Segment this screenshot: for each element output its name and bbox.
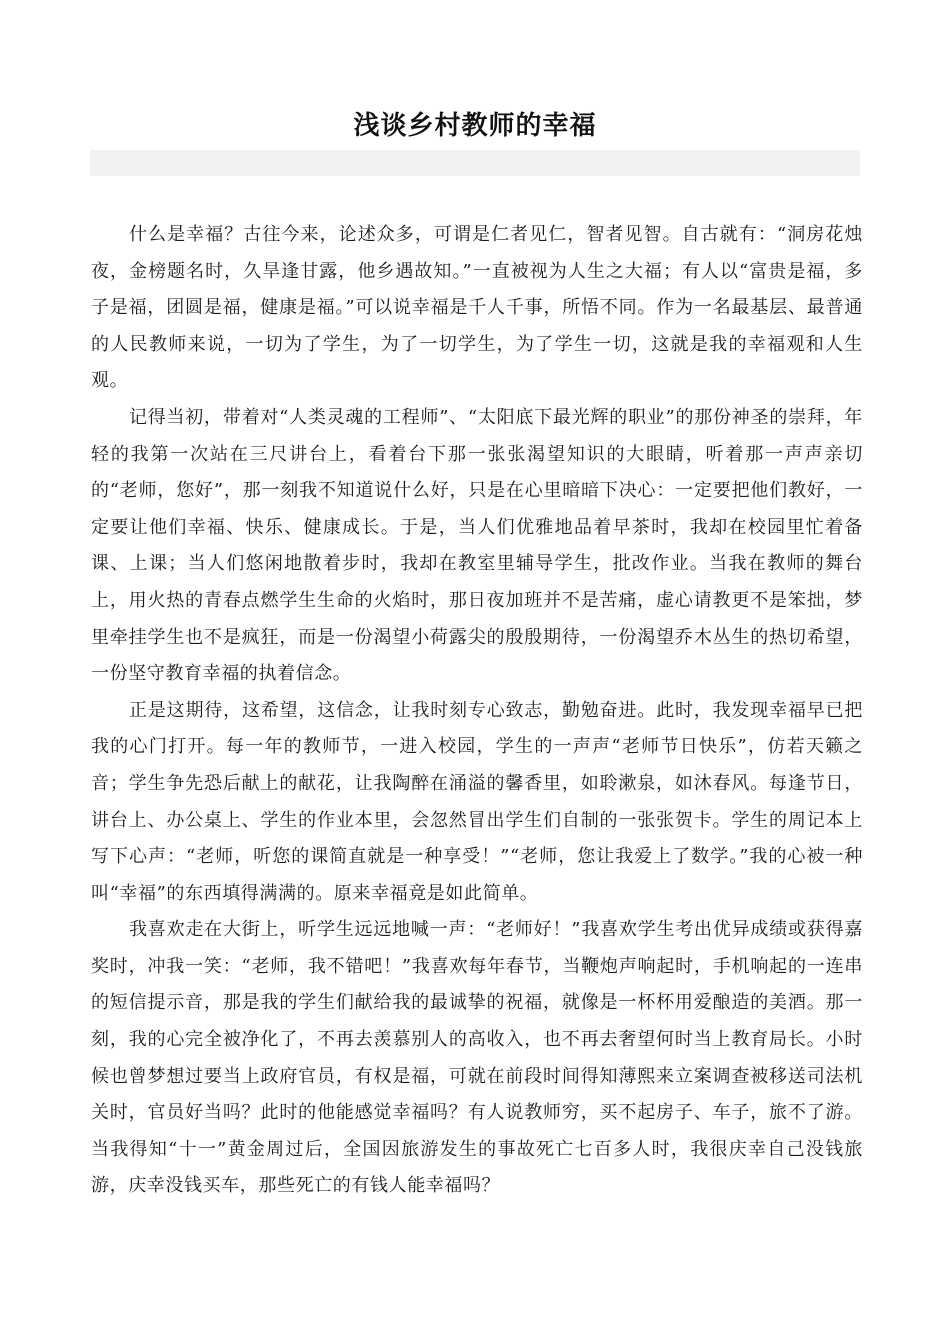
document-body	[91, 217, 863, 1205]
paragraph-2: 记得当初，带着对“人类灵魂的工程师”、“太阳底下最光辉的职业”的那份神圣的崇拜，年轻的我第一次站在三尺讲台上，看着台下那一张张渴望知识的大眼睛，听着那一声声亲切的“老师，您好”，那一刻我不知道说什么好，只是在心里暗暗下决心：一定要把他们教好，一定要让他们幸福、快乐、健康成长。于是，当人们优雅地品着早茶时，我却在校园里忙着备课、上课；当人们悠闲地散着步时，我却在教室里辅导学生，批改作业。当我在教师的舞台上，用火热的青春点燃学生生命的火焰时，那日夜加班并不是苦痛，虚心请教更不是笨拙，梦里牵挂学生也不是疯狂，而是一份渴望小荷露尖的殷殷期待，一份渴望乔木丛生的热切希望，一份坚守教育幸福的执着信念。	[91, 406, 863, 685]
paragraph-1: 什么是幸福？古往今来，论述众多，可谓是仁者见仁，智者见智。自古就有：“洞房花烛夜，金榜题名时，久旱逢甘露，他乡遇故知。”一直被视为人生之大福；有人以“富贵是福，多子是福，团圆是福，健康是福。”可以说幸福是千人千事，所悟不同。作为一名最基层、最普通的人民教师来说，一切为了学生，为了一切学生，为了学生一切，这就是我的幸福观和人生观。	[91, 224, 863, 392]
title-divider-band	[90, 150, 860, 176]
document-title: 浅谈乡村教师的幸福	[353, 111, 597, 141]
paragraph-4: 我喜欢走在大街上，听学生远远地喊一声：“老师好！”我喜欢学生考出优异成绩或获得嘉奖时，冲我一笑：“老师，我不错吧！”我喜欢每年春节，当鞭炮声响起时，手机响起的一连串的短信提示音，那是我的学生们献给我的最诚挚的祝福，就像是一杯杯用爱酿造的美酒。那一刻，我的心完全被净化了，不再去羡慕别人的高收入，也不再去奢望何时当上教育局长。小时候也曾梦想过要当上政府官员，有权是福，可就在前段时间得知薄熙来立案调查被移送司法机关时，官员好当吗？此时的他能感觉幸福吗？有人说教师穷，买不起房子、车子，旅不了游。当我得知“十一”黄金周过后，全国因旅游发生的事故死亡七百多人时，我很庆幸自己没钱旅游，庆幸没钱买车，那些死亡的有钱人能幸福吗？	[91, 919, 863, 1197]
paragraph-3: 正是这期待，这希望，这信念，让我时刻专心致志，勤勉奋进。此时，我发现幸福早已把我的心门打开。每一年的教师节，一进入校园，学生的一声声“老师节日快乐”，仿若天籁之音；学生争先恐后献上的献花，让我陶醉在涌溢的馨香里，如聆漱泉，如沐春风。每逢节日，讲台上、办公桌上、学生的作业本里，会忽然冒出学生们自制的一张张贺卡。学生的周记本上写下心声：“老师，听您的课简直就是一种享受！”“老师，您让我爱上了数学。”我的心被一种叫“幸福”的东西填得满满的。原来幸福竟是如此简单。	[91, 699, 863, 904]
